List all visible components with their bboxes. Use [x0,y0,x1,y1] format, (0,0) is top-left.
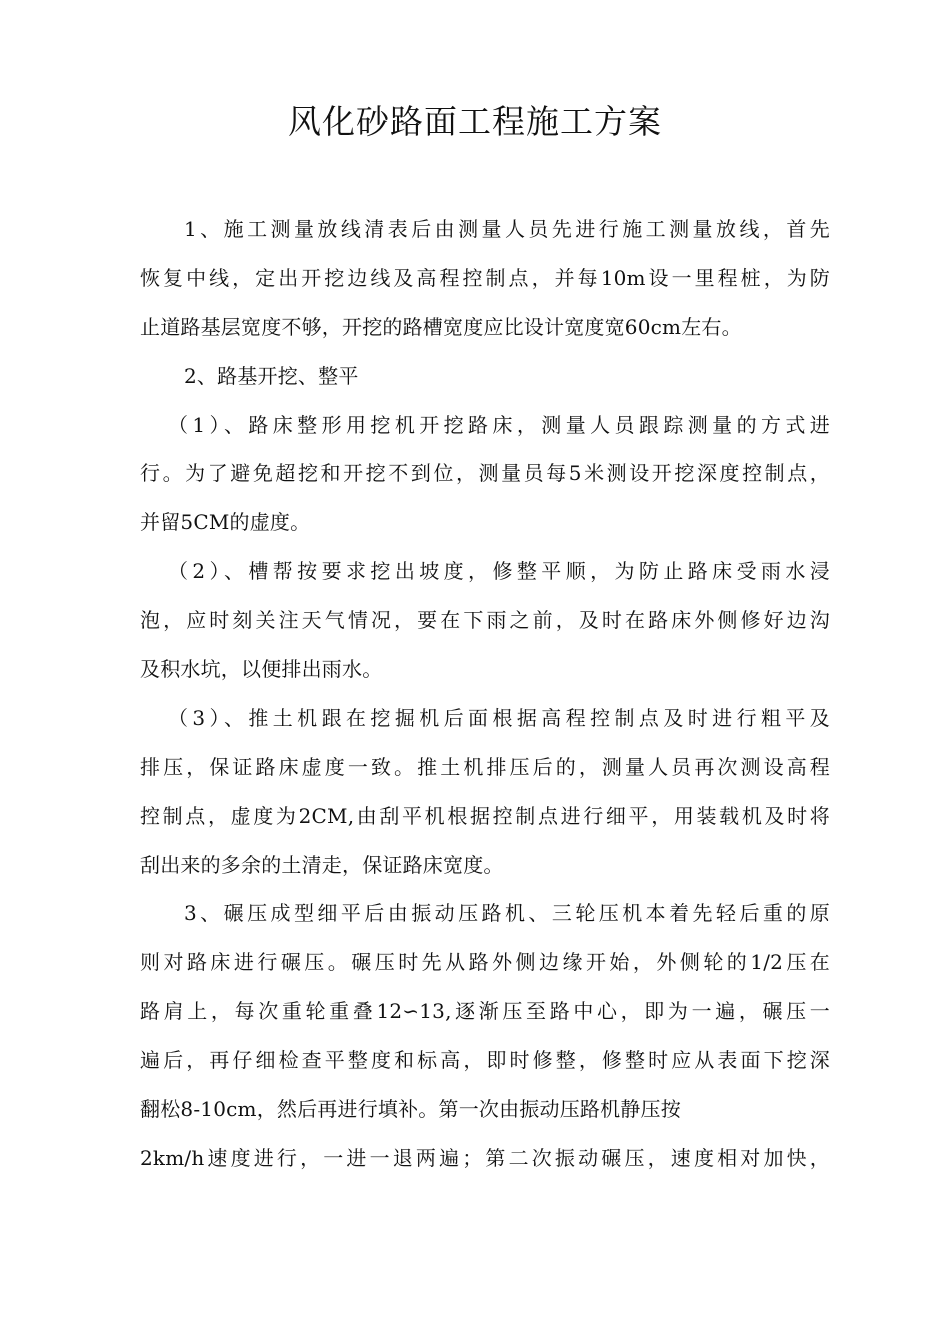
document-title: 风化砂路面工程施工方案 [288,102,662,141]
text-line: 并留5CM的虚度。 [140,510,311,535]
text-line: 行。为了避免超挖和开挖不到位，测量员每5米测设开挖深度控制点， [140,461,830,486]
text-line: 止道路基层宽度不够，开挖的路槽宽度应比设计宽度宽60cm左右。 [140,314,742,339]
text-line: （3）、推土机跟在挖掘机后面根据高程控制点及时进行粗平及 [168,705,830,730]
text-line: （2）、槽帮按要求挖出坡度，修整平顺，为防止路床受雨水浸 [168,559,830,584]
text-line: 及积水坑，以便排出雨水。 [140,657,383,682]
text-line: 2km/h速度进行，一进一退两遍；第二次振动碾压，速度相对加快， [140,1145,830,1170]
text-line: 刮出来的多余的土清走，保证路床宽度。 [140,852,504,877]
text-line: （1）、路床整形用挖机开挖路床，测量人员跟踪测量的方式进 [168,412,830,437]
text-line: 3、碾压成型细平后由振动压路机、三轮压机本着先轻后重的原 [184,901,830,926]
document-body [140,205,830,1183]
text-line: 恢复中线，定出开挖边线及高程控制点，并每10m设一里程桩，为防 [140,265,830,290]
text-line: 1、施工测量放线清表后由测量人员先进行施工测量放线，首先 [184,217,830,241]
text-line: 排压，保证路床虚度一致。推土机排压后的，测量人员再次测设高程 [140,754,830,779]
text-line: 泡，应时刻关注天气情况，要在下雨之前，及时在路床外侧修好边沟 [140,608,830,633]
text-line: 遍后，再仔细检查平整度和标高，即时修整，修整时应从表面下挖深 [140,1048,830,1073]
section-heading: 2、路基开挖、整平 [184,363,359,388]
text-line: 翻松8-10cm，然后再进行填补。第一次由振动压路机静压按 [140,1097,681,1122]
text-line: 则对路床进行碾压。碾压时先从路外侧边缘开始，外侧轮的1/2压在 [140,950,830,975]
text-line: 路肩上，每次重轮重叠12∽13,逐渐压至路中心，即为一遍，碾压一 [140,999,830,1024]
text-line: 控制点，虚度为2CM,由刮平机根据控制点进行细平，用装载机及时将 [140,803,830,828]
